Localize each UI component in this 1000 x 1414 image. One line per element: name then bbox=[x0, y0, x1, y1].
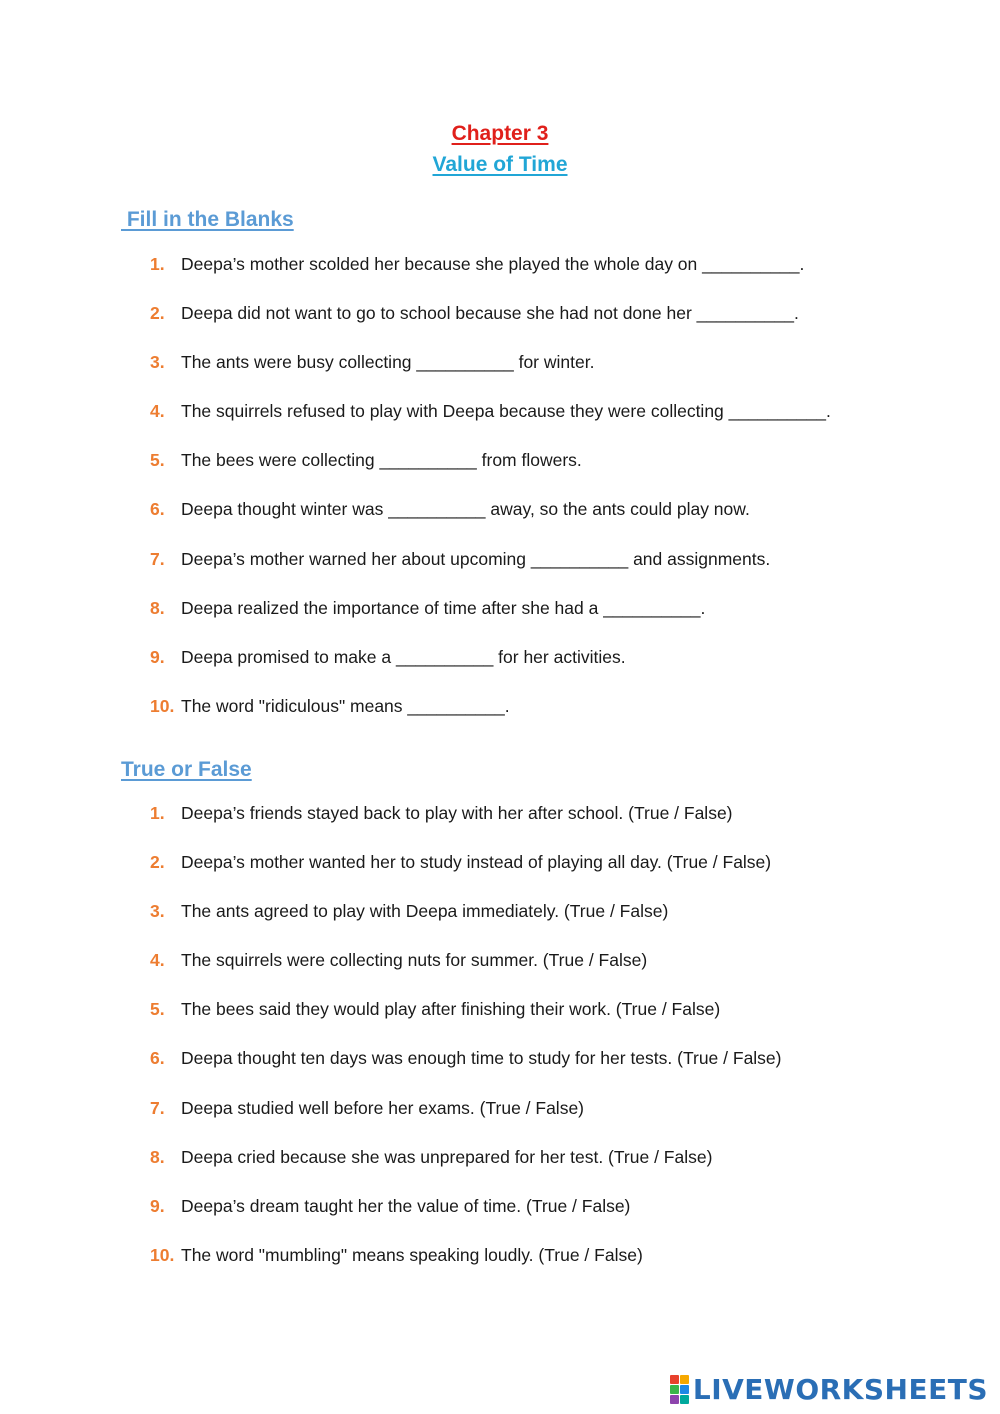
true-false-question bbox=[150, 1194, 782, 1243]
true-false-question bbox=[150, 948, 782, 997]
question-number: 5. bbox=[150, 450, 165, 471]
question-text: Deepa’s mother warned her about upcoming __________ and assignments. bbox=[181, 548, 771, 569]
fill-in-blank-question bbox=[150, 350, 831, 399]
question-number: 6. bbox=[150, 1048, 165, 1069]
question-number: 6. bbox=[150, 499, 165, 520]
question-number: 1. bbox=[150, 254, 165, 274]
true-false-list bbox=[150, 801, 782, 1292]
logo-tile bbox=[670, 1395, 679, 1404]
fill-in-blank-question bbox=[150, 694, 831, 743]
question-text: The squirrels refused to play with Deepa because they were collecting __________. bbox=[181, 401, 831, 422]
question-text: The bees were collecting __________ from flowers. bbox=[181, 450, 582, 471]
liveworksheets-logo-icon bbox=[670, 1375, 689, 1404]
question-text: Deepa’s dream taught her the value of time. (True / False) bbox=[181, 1195, 631, 1216]
fill-in-blank-question bbox=[150, 448, 831, 497]
question-number: 7. bbox=[150, 548, 165, 569]
question-number: 1. bbox=[150, 803, 165, 823]
fill-in-blank-question bbox=[150, 596, 831, 645]
fill-in-blank-question bbox=[150, 301, 831, 350]
question-text: The word "ridiculous" means __________. bbox=[181, 695, 510, 716]
fill-in-blanks-list bbox=[150, 252, 831, 743]
fill-in-blank-question bbox=[150, 399, 831, 448]
question-text: The squirrels were collecting nuts for summer. (True / False) bbox=[181, 950, 648, 971]
question-number: 10. bbox=[150, 1244, 175, 1265]
fill-in-blank-question bbox=[150, 252, 831, 301]
true-false-question bbox=[150, 899, 782, 948]
fill-in-blank-question bbox=[150, 497, 831, 546]
fill-in-blank-question bbox=[150, 547, 831, 596]
question-text: Deepa’s mother wanted her to study instead of playing all day. (True / False) bbox=[181, 852, 772, 873]
logo-tile bbox=[670, 1375, 679, 1384]
question-text: Deepa’s friends stayed back to play with her after school. (True / False) bbox=[181, 803, 733, 823]
worksheet-subtitle: Value of Time bbox=[432, 153, 568, 176]
question-text: Deepa did not want to go to school because she had not done her __________. bbox=[181, 303, 799, 324]
question-text: Deepa cried because she was unprepared for her test. (True / False) bbox=[181, 1146, 713, 1167]
true-false-question bbox=[150, 1096, 782, 1145]
true-false-question bbox=[150, 801, 782, 850]
question-number: 4. bbox=[150, 401, 165, 422]
question-number: 9. bbox=[150, 646, 165, 667]
logo-tile bbox=[670, 1385, 679, 1394]
fill-in-blank-question bbox=[150, 645, 831, 694]
true-false-question bbox=[150, 1145, 782, 1194]
question-text: The bees said they would play after finishing their work. (True / False) bbox=[181, 999, 721, 1020]
question-number: 9. bbox=[150, 1195, 165, 1216]
question-text: Deepa realized the importance of time after she had a __________. bbox=[181, 597, 706, 618]
true-false-question bbox=[150, 1046, 782, 1095]
liveworksheets-logo-text: LIVEWORKSHEETS bbox=[692, 1373, 988, 1406]
question-text: Deepa promised to make a __________ for her activities. bbox=[181, 646, 626, 667]
question-number: 2. bbox=[150, 852, 165, 873]
question-text: The word "mumbling" means speaking loudly. (True / False) bbox=[181, 1244, 643, 1265]
chapter-title: Chapter 3 bbox=[451, 122, 549, 145]
logo-tile bbox=[680, 1375, 689, 1384]
question-number: 2. bbox=[150, 303, 165, 324]
question-text: Deepa’s mother scolded her because she played the whole day on __________. bbox=[181, 254, 805, 274]
question-text: Deepa thought ten days was enough time to study for her tests. (True / False) bbox=[181, 1048, 782, 1069]
true-false-question bbox=[150, 997, 782, 1046]
question-text: The ants agreed to play with Deepa immediately. (True / False) bbox=[181, 901, 669, 922]
logo-tile bbox=[680, 1385, 689, 1394]
question-number: 8. bbox=[150, 597, 165, 618]
true-false-heading: True or False bbox=[121, 758, 252, 781]
question-number: 3. bbox=[150, 352, 165, 373]
question-text: Deepa studied well before her exams. (True / False) bbox=[181, 1097, 585, 1118]
question-number: 8. bbox=[150, 1146, 165, 1167]
true-false-question bbox=[150, 850, 782, 899]
fill-in-blanks-heading: Fill in the Blanks bbox=[121, 208, 294, 231]
question-number: 5. bbox=[150, 999, 165, 1020]
question-number: 3. bbox=[150, 901, 165, 922]
question-number: 4. bbox=[150, 950, 165, 971]
true-false-question bbox=[150, 1243, 782, 1292]
question-number: 7. bbox=[150, 1097, 165, 1118]
question-number: 10. bbox=[150, 695, 175, 716]
liveworksheets-logo bbox=[670, 1373, 988, 1406]
logo-tile bbox=[680, 1395, 689, 1404]
question-text: The ants were busy collecting __________ for winter. bbox=[181, 352, 595, 373]
question-text: Deepa thought winter was __________ away, so the ants could play now. bbox=[181, 499, 750, 520]
